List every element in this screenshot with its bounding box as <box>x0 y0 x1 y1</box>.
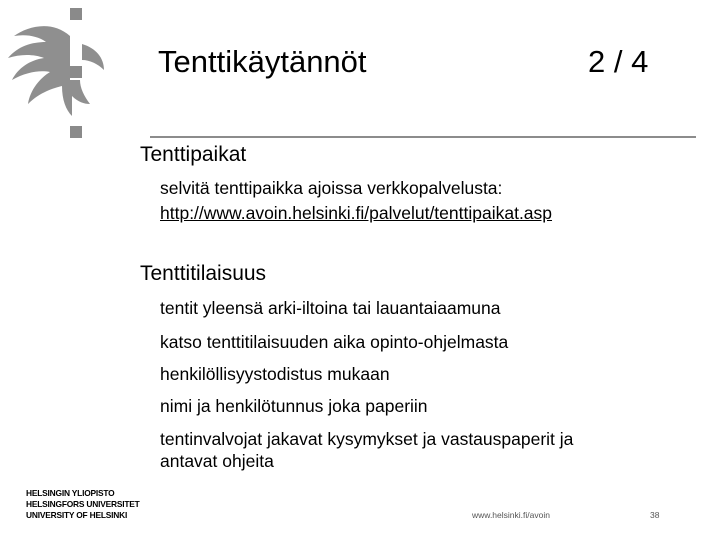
university-name-en: UNIVERSITY OF HELSINKI <box>26 510 128 520</box>
list-item: nimi ja henkilötunnus joka paperiin <box>160 396 428 416</box>
slide-number: 38 <box>650 510 660 520</box>
tenttipaikat-link[interactable]: http://www.avoin.helsinki.fi/palvelut/tenttipaikat.asp <box>160 203 553 223</box>
list-item: antavat ohjeita <box>160 451 274 471</box>
page-indicator: 2 / 4 <box>588 44 649 79</box>
helsinki-flame-logo-icon <box>0 0 110 150</box>
list-item: tentinvalvojat jakavat kysymykset ja vastauspaperit ja <box>160 429 574 449</box>
section-heading-tenttitilaisuus: Tenttitilaisuus <box>140 262 267 285</box>
section-heading-tenttipaikat: Tenttipaikat <box>140 143 247 166</box>
university-name-sv: HELSINGFORS UNIVERSITET <box>26 499 140 509</box>
slide-title: Tenttikäytännöt <box>158 44 367 79</box>
list-item: katso tenttitilaisuuden aika opinto-ohjelmasta <box>160 332 509 352</box>
list-item: henkilöllisyystodistus mukaan <box>160 364 390 384</box>
university-name <box>26 488 140 521</box>
title-divider <box>150 136 696 138</box>
university-name-fi: HELSINGIN YLIOPISTO <box>26 488 115 498</box>
footer-url: www.helsinki.fi/avoin <box>472 510 550 520</box>
list-item: tentit yleensä arki-iltoina tai lauantaiaamuna <box>160 298 501 318</box>
list-item: selvitä tenttipaikka ajoissa verkkopalvelusta: <box>160 178 503 198</box>
